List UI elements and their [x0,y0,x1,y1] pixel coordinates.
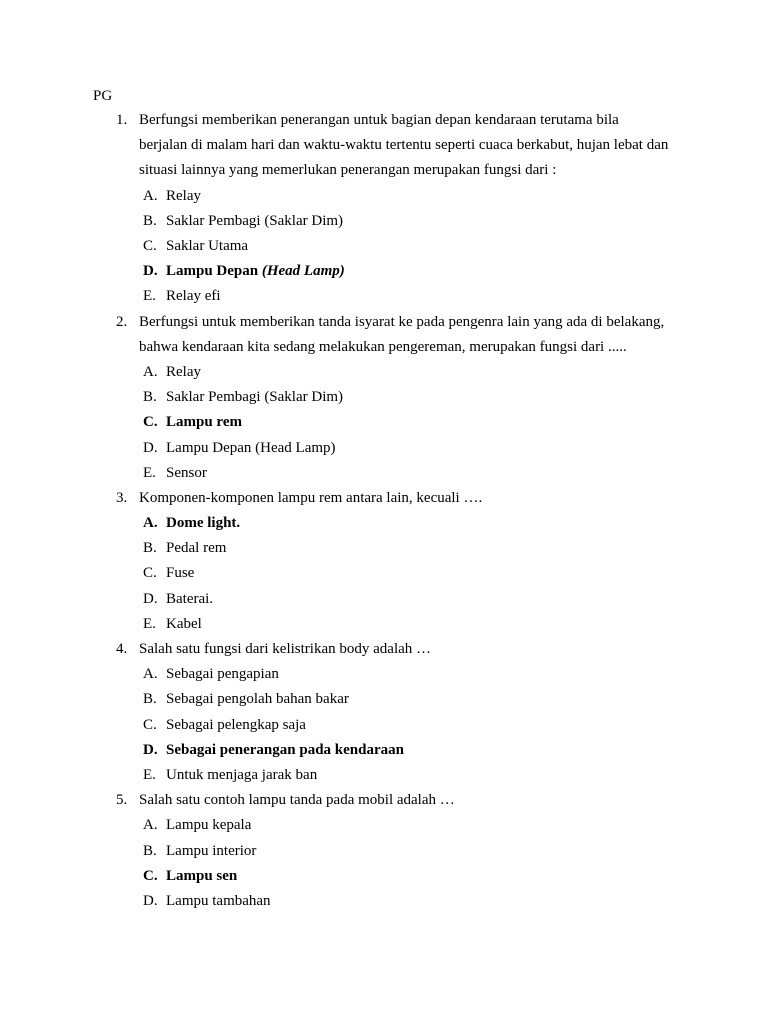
question-number: 4. [116,641,128,658]
answer-option [0,184,768,209]
option-letter: C. [143,867,158,884]
option-text-main: Baterai. [166,590,214,607]
option-text [166,234,248,259]
question-list [0,108,768,914]
option-letter: D. [143,892,158,909]
option-text-italic: (Head Lamp) [261,263,345,280]
answer-option [0,839,768,864]
answer-option [0,763,768,788]
option-letter: B. [143,212,157,229]
option-text-main: Lampu interior [166,842,257,859]
option-text-main: Relay [166,187,201,204]
question-text: Salah satu contoh lampu tanda pada mobil adalah … [139,792,455,809]
answer-option [0,461,768,486]
answer-option-correct [0,259,768,284]
option-text-main: Relay efi [166,288,221,305]
option-letter: A. [143,515,158,532]
answer-option [0,536,768,561]
answer-option-correct [0,410,768,435]
question-item [0,788,768,914]
answer-option [0,889,768,914]
option-letter: D. [143,741,158,758]
option-letter: C. [143,565,157,582]
option-text-main: Saklar Pembagi (Saklar Dim) [166,212,344,229]
answer-options [0,662,768,788]
option-letter: B. [143,842,157,859]
answer-options [0,813,768,914]
answer-option [0,687,768,712]
question-item [0,486,768,637]
option-text [166,738,404,763]
answer-option [0,284,768,309]
option-letter: A. [143,666,158,683]
answer-option [0,662,768,687]
option-text [166,713,306,738]
option-text-main: Saklar Pembagi (Saklar Dim) [166,389,344,406]
question-item [0,108,768,310]
answer-options [0,360,768,486]
option-text [166,889,271,914]
option-text-main: Relay [166,363,201,380]
answer-option [0,612,768,637]
option-letter: B. [143,691,157,708]
option-text [166,410,242,435]
question-item [0,310,768,486]
option-text [166,536,226,561]
answer-option [0,561,768,586]
option-text [166,561,194,586]
option-text [166,360,201,385]
question-text: Berfungsi untuk memberikan tanda isyarat ke pada pengenra lain yang ada di belakang, bahwa kendaraan kita sedang melakukan pengereman, merupakan fungsi dari ..... [139,313,665,355]
option-letter: C. [143,237,157,254]
option-text-main: Lampu sen [166,867,238,884]
option-text-main: Dome light. [166,515,241,532]
option-text [166,763,317,788]
answer-option-correct [0,864,768,889]
answer-option [0,587,768,612]
question-number: 2. [116,313,128,330]
option-text-main: Fuse [166,565,195,582]
option-text [166,184,201,209]
option-text-main: Kabel [166,615,202,632]
option-text-main: Sebagai pengolah bahan bakar [166,691,349,708]
answer-option [0,360,768,385]
answer-option [0,209,768,234]
option-text [166,864,237,889]
option-text [166,209,343,234]
option-text [166,687,349,712]
option-text-main: Lampu tambahan [166,892,271,909]
option-text-main: Untuk menjaga jarak ban [166,766,318,783]
option-letter: B. [143,389,157,406]
question-text: Salah satu fungsi dari kelistrikan body adalah … [139,641,432,658]
option-text [166,813,251,838]
option-text [166,436,336,461]
option-text-main: Sebagai pengapian [166,666,279,683]
answer-option [0,385,768,410]
option-letter: E. [143,766,156,783]
answer-option-correct [0,511,768,536]
option-letter: D. [143,590,158,607]
answer-option [0,234,768,259]
option-text [166,284,221,309]
option-letter: A. [143,363,158,380]
question-text: Komponen-komponen lampu rem antara lain, kecuali …. [139,489,483,506]
option-text-main: Lampu Depan [166,263,262,280]
option-text-main: Pedal rem [166,540,227,557]
option-text [166,612,202,637]
option-text-main: Lampu Depan (Head Lamp) [166,439,336,456]
option-letter: E. [143,615,156,632]
answer-option-correct [0,738,768,763]
answer-options [0,511,768,637]
option-text [166,259,345,284]
option-text [166,385,343,410]
answer-option [0,436,768,461]
option-text-main: Saklar Utama [166,237,249,254]
question-number: 3. [116,489,128,506]
option-text-main: Lampu kepala [166,817,252,834]
question-text: Berfungsi memberikan penerangan untuk bagian depan kendaraan terutama bila berjalan di malam hari dan waktu-waktu tertentu seperti cuaca berkabut, hujan lebat dan situasi lainnya yang memerlukan penerangan merupakan fungsi dari : [139,112,669,179]
option-letter: D. [143,263,158,280]
option-text-main: Sebagai penerangan pada kendaraan [166,741,404,758]
question-number: 1. [116,112,128,128]
option-text [166,461,207,486]
option-text-main: Sebagai pelengkap saja [166,716,306,733]
section-heading: PG [93,88,113,104]
question-number: 5. [116,792,128,809]
answer-option [0,813,768,838]
option-letter: B. [143,540,157,557]
option-letter: C. [143,414,158,431]
option-letter: E. [143,464,156,481]
answer-option [0,713,768,738]
option-text [166,511,240,536]
option-text-main: Lampu rem [166,414,242,431]
option-letter: C. [143,716,157,733]
option-letter: A. [143,817,158,834]
option-text-main: Sensor [166,464,207,481]
answer-options [0,184,768,310]
option-text [166,839,256,864]
option-text [166,587,213,612]
option-letter: D. [143,439,158,456]
option-letter: E. [143,288,156,305]
question-item [0,637,768,788]
option-text [166,662,279,687]
option-letter: A. [143,187,158,204]
